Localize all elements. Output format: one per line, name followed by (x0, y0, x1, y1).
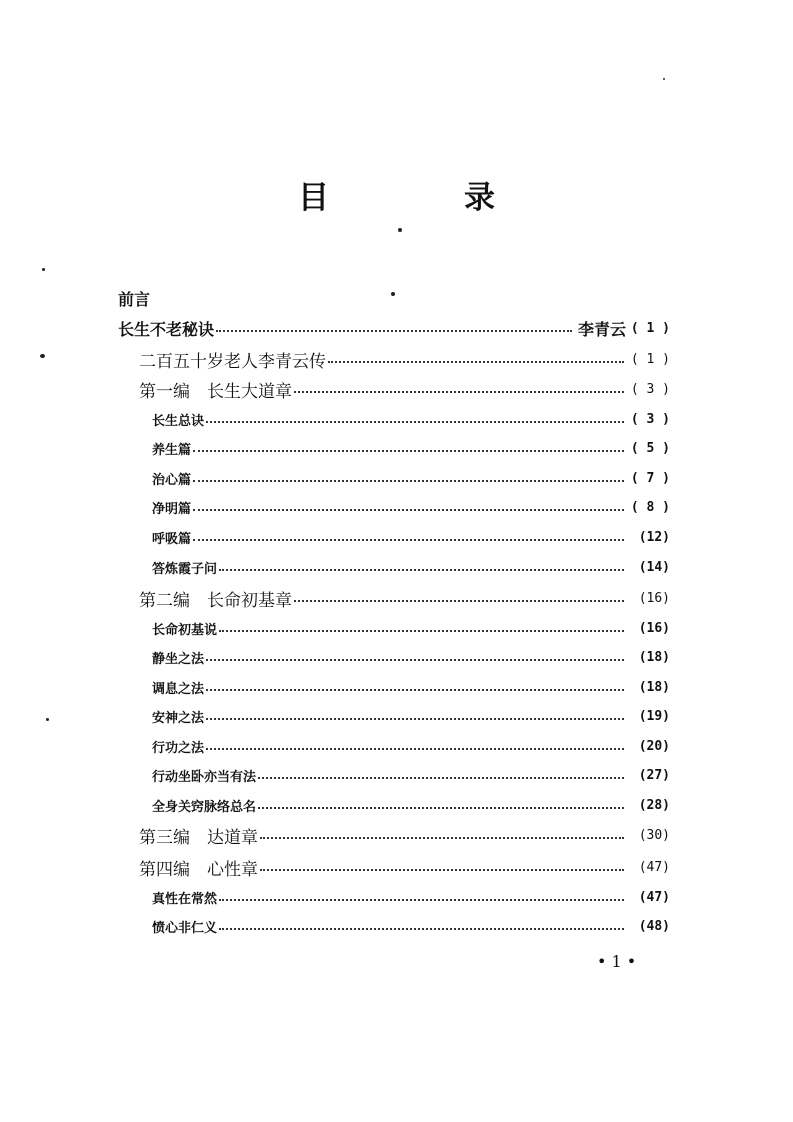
toc-entry-page: (28) (638, 797, 670, 813)
toc-entry[interactable] (152, 407, 670, 431)
dot-leader (193, 509, 624, 511)
toc-entry-page: ( 8 ) (630, 499, 670, 515)
preface-heading: 前言 (118, 290, 151, 309)
scan-speck (42, 268, 45, 271)
toc-entry-page: ( 1 ) (630, 320, 670, 336)
scan-speck (398, 228, 402, 232)
dot-leader (216, 330, 572, 332)
toc-entry[interactable] (139, 823, 670, 847)
toc-entry-page: (16) (638, 620, 670, 636)
toc-entry[interactable] (152, 466, 670, 490)
dot-leader (294, 600, 624, 602)
toc-entry-label: 净明篇 (152, 501, 192, 517)
toc-entry-page: (47) (638, 889, 670, 905)
toc-entry-label: 静坐之法 (152, 651, 205, 667)
toc-entry[interactable] (152, 675, 670, 699)
toc-entry[interactable] (139, 586, 670, 610)
toc-entry-page: ( 5 ) (630, 440, 670, 456)
dot-leader (219, 928, 624, 930)
dot-leader (219, 630, 624, 632)
toc-entry-label: 安神之法 (152, 710, 205, 726)
toc-entry-label: 治心篇 (152, 472, 192, 488)
dot-leader (219, 899, 624, 901)
toc-entry-author: 李青云 (577, 319, 626, 339)
toc-entry-label: 第二编 长命初基章 (139, 590, 292, 611)
toc-entry[interactable] (152, 616, 670, 640)
toc-entry-page: (19) (638, 708, 670, 724)
dot-leader (328, 361, 624, 363)
toc-entry-label: 二百五十岁老人李青云传 (139, 351, 326, 372)
toc-entry-page: ( 1 ) (630, 351, 670, 367)
toc-entry[interactable] (152, 645, 670, 669)
dot-leader (193, 450, 624, 452)
page-title: 目 录 (298, 180, 547, 216)
page-number: • 1 • (597, 952, 637, 971)
toc-entry[interactable] (152, 914, 670, 938)
toc-entry-page: (16) (638, 590, 670, 606)
toc-entry-page: (18) (638, 679, 670, 695)
toc-entry-page: ( 3 ) (630, 381, 670, 397)
dot-leader (260, 837, 624, 839)
toc-entry-label: 全身关窍脉络总名 (152, 799, 257, 815)
toc-entry[interactable] (152, 763, 670, 787)
toc-entry-label: 愤心非仁义 (152, 920, 218, 936)
toc-entry-page: (12) (638, 529, 670, 545)
toc-entry-page: (48) (638, 918, 670, 934)
toc-entry[interactable] (152, 793, 670, 817)
toc-entry[interactable] (152, 436, 670, 460)
dot-leader (260, 869, 624, 871)
toc-entry-page: (30) (638, 827, 670, 843)
dot-leader (294, 391, 624, 393)
toc-entry[interactable] (139, 377, 670, 401)
toc-entry-label: 第四编 心性章 (139, 859, 258, 880)
dot-leader (206, 718, 624, 720)
dot-leader (193, 539, 624, 541)
dot-leader (206, 689, 624, 691)
dot-leader (206, 748, 624, 750)
toc-entry-label: 调息之法 (152, 681, 205, 697)
toc-entry-page: (47) (638, 859, 670, 875)
scan-speck (46, 718, 49, 721)
toc-entry-page: (14) (638, 559, 670, 575)
toc-entry[interactable] (152, 525, 670, 549)
toc-entry-label: 长生总诀 (152, 413, 205, 429)
toc-entry[interactable] (152, 885, 670, 909)
toc-entry-label: 长生不老秘诀 (118, 319, 215, 339)
toc-entry-page: ( 3 ) (630, 411, 670, 427)
toc-entry-label: 第一编 长生大道章 (139, 381, 292, 402)
toc-entry-label: 第三编 达道章 (139, 827, 258, 848)
dot-leader (258, 807, 624, 809)
scan-speck (391, 292, 395, 296)
toc-entry-page: (27) (638, 767, 670, 783)
toc-entry[interactable] (139, 855, 670, 879)
dot-leader (206, 659, 624, 661)
scan-speck (663, 78, 665, 80)
toc-entry[interactable] (152, 555, 670, 579)
toc-entry-label: 真性在常然 (152, 891, 218, 907)
toc-entry[interactable] (118, 316, 670, 340)
toc-entry[interactable] (152, 704, 670, 728)
toc-entry[interactable] (152, 734, 670, 758)
scan-speck (40, 354, 45, 358)
toc-entry-label: 呼吸篇 (152, 531, 192, 547)
toc-entry-label: 答炼霞子问 (152, 561, 218, 577)
toc-entry[interactable] (139, 347, 670, 371)
toc-entry-label: 养生篇 (152, 442, 192, 458)
dot-leader (219, 569, 624, 571)
toc-entry-label: 行动坐卧亦当有法 (152, 769, 257, 785)
dot-leader (206, 421, 624, 423)
toc-entry-page: (18) (638, 649, 670, 665)
toc-entry[interactable] (152, 495, 670, 519)
dot-leader (258, 777, 624, 779)
toc-entry-label: 长命初基说 (152, 622, 218, 638)
dot-leader (193, 480, 624, 482)
toc-entry-page: ( 7 ) (630, 470, 670, 486)
toc-entry-page: (20) (638, 738, 670, 754)
toc-entry-label: 行功之法 (152, 740, 205, 756)
